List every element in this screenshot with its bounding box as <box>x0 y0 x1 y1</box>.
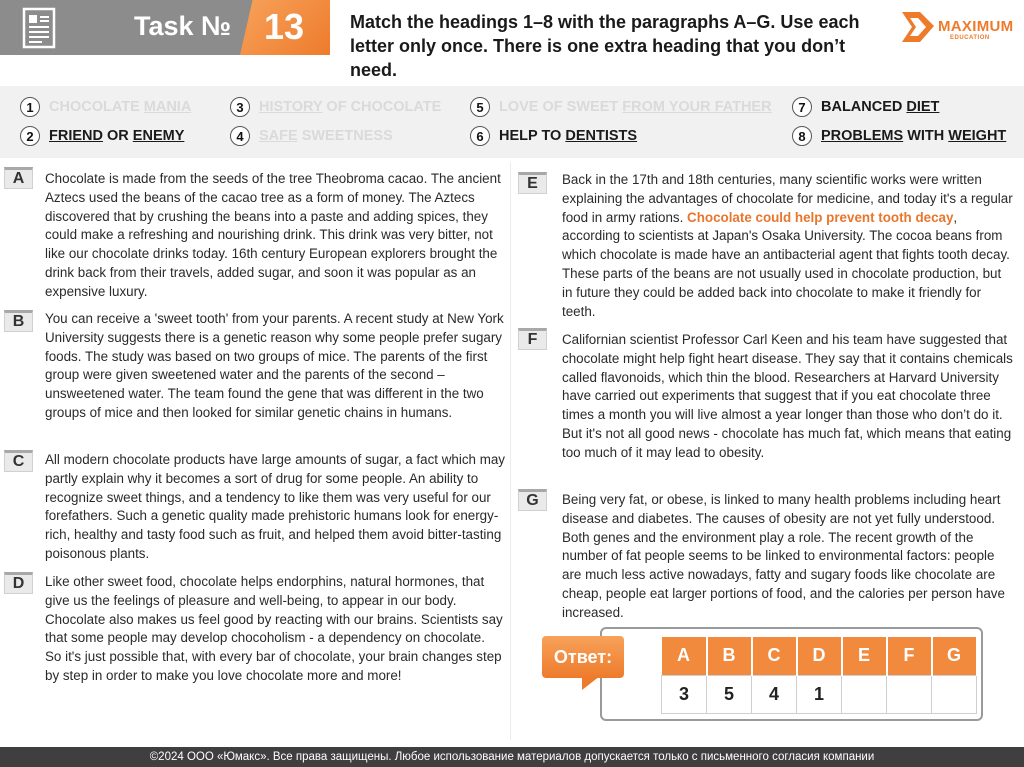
column-divider <box>510 162 511 740</box>
answer-letter-d: D <box>797 637 842 675</box>
heading-text <box>259 128 393 144</box>
heading-1 <box>20 95 191 119</box>
heading-text <box>499 128 637 144</box>
heading-number-badge: 5 <box>470 97 490 117</box>
paragraph-b: You can receive a 'sweet tooth' from your parents. A recent study at New York University suggests there is a genetic reason why some people prefer sugary foods. The study was based on two groups of mice. The parents of the first group were given sweetened water and the parents of the second – unsweetened water. The team found the gene that was different in the two groups of mice and then looked for similar genetic chains in humans. <box>45 311 504 420</box>
paragraph-e-text-before: Back in the 17th and 18th centuries, many scientific works were written explaining the advantages of chocolate for medicine, and today it's a regular food in army rations. <box>562 172 1013 225</box>
heading-word: OR <box>102 128 133 144</box>
logo-subtext: EDUCATION <box>950 35 990 41</box>
heading-keyword: PROBLEMS <box>821 128 904 144</box>
heading-keyword: FROM YOUR FATHER <box>622 99 772 115</box>
task-instruction: Match the headings 1–8 with the paragraphs A–G. Use each letter only once. There is one extra heading that you don’t need. <box>350 12 860 80</box>
heading-text <box>821 128 1006 144</box>
heading-word: BALANCED <box>821 99 907 115</box>
paragraph-e <box>562 171 1014 321</box>
footer-copyright: ©2024 ООО «Юмакс». Все права защищены. Любое использование материалов допускается только с письменного согласия компании <box>0 747 1024 767</box>
answer-table <box>661 637 978 714</box>
paragraph-letter-b: B <box>4 310 33 332</box>
heading-word: SWEETNESS <box>297 128 393 144</box>
answer-letter-f: F <box>887 637 932 675</box>
answer-value-g[interactable] <box>932 675 977 713</box>
paragraph-a: Chocolate is made from the seeds of the tree Theobroma cacao. The ancient Aztecs used the beans of the cacao tree as a form of money. The Aztecs discovered that by crushing the beans into a paste and adding spices, they could make a refreshing and nourishing drink. This drink was very bitter, not like our chocolate drinks today. 16th century European explorers brought the drink back from their travels, added sugar, and soon it was popular as an expensive luxury. <box>45 171 501 299</box>
heading-word: LOVE OF SWEET <box>499 99 623 115</box>
heading-number-badge: 1 <box>20 97 40 117</box>
paragraph-d: Like other sweet food, chocolate helps endorphins, natural hormones, that give us the feelings of pleasure and well-being, to appear in our body. Chocolate also makes us feel good by reacting with our brains. Scientists say that some people may develop chocoholism - a dependency on chocolate. So it's just possible that, with every bar of chocolate, your brain changes step by step in order to make you love chocolate more and more! <box>45 574 503 683</box>
paragraph-letter-c: C <box>4 450 33 472</box>
document-icon <box>18 6 62 50</box>
logo-text: MAXIMUM <box>938 18 1014 35</box>
answer-value-c[interactable]: 4 <box>752 675 797 713</box>
heading-keyword: FRIEND <box>49 128 103 144</box>
answer-letter-c: C <box>752 637 797 675</box>
answer-value-e[interactable] <box>842 675 887 713</box>
paragraph-letter-d: D <box>4 572 33 594</box>
heading-text <box>259 99 441 115</box>
paragraph-e-text-after: , according to scientists at Japan's Osaka University. The cocoa beans from which chocolate is made have an antibacterial agent that fights tooth decay. These parts of the beans are not usually used in chocolate production, but in future they could be added back into chocolate to make it friendly for teeth. <box>562 209 1010 319</box>
paragraph-e-highlight: Chocolate could help prevent tooth decay <box>687 209 954 225</box>
heading-number-badge: 3 <box>230 97 250 117</box>
heading-word: CHOCOLATE <box>49 99 144 115</box>
heading-5 <box>470 95 772 119</box>
answer-value-f[interactable] <box>887 675 932 713</box>
paragraph-letter-f: F <box>518 328 547 350</box>
answer-label-tail <box>582 676 600 690</box>
heading-text <box>499 99 772 115</box>
answer-letter-b: B <box>707 637 752 675</box>
heading-text <box>49 128 184 144</box>
answer-label: Ответ: <box>542 636 624 678</box>
heading-7 <box>792 95 939 119</box>
heading-8 <box>792 124 1006 148</box>
task-number: 13 <box>264 6 305 47</box>
paragraph-f: Californian scientist Professor Carl Keen and his team have suggested that chocolate might help fight heart disease. They say that it contains chemicals called flavonoids, which thin the blood. Researchers at Harvard University have carried out experiments that suggest that if you eat chocolate three times a month you will live almost a year longer than those who don’t do it. But it's not all good news - chocolate has much fat, which means that eating too much of it may lead to obesity. <box>562 332 1013 460</box>
paragraph-g: Being very fat, or obese, is linked to many health problems including heart disease and diabetes. The causes of obesity are not yet fully understood. Both genes and the environment play a role. The recent growth of the number of fat people seems to be linked to environmental factors: people are much less active nowadays, fatty and sugary foods like chocolate are cheap, people eat larger portions of food, and the calories per person have increased. <box>562 492 1005 620</box>
answer-value-d[interactable]: 1 <box>797 675 842 713</box>
paragraph-letter-a: A <box>4 167 33 189</box>
paragraph-letter-e: E <box>518 172 547 194</box>
heading-text <box>821 99 939 115</box>
heading-keyword: HISTORY <box>259 99 323 115</box>
heading-keyword: MANIA <box>143 99 192 115</box>
heading-keyword: SAFE <box>259 128 298 144</box>
maximum-logo <box>898 8 1018 46</box>
paragraph-c: All modern chocolate products have large amounts of sugar, a fact which may partly explain why it becomes a sort of drug for some people. An ability to recognize sweet things, and a tendency to like them was very useful for our forefathers. Such a genetic quality made prehistoric humans look for energy-rich, healthy and tasty food such as fruit, and helped them avoid bitter-tasting poisonous plants. <box>45 452 505 561</box>
heading-word: OF CHOCOLATE <box>322 99 442 115</box>
heading-number-badge: 6 <box>470 126 490 146</box>
paragraph-letter-g: G <box>518 489 547 511</box>
answer-letter-g: G <box>932 637 977 675</box>
heading-number-badge: 7 <box>792 97 812 117</box>
answer-values-row <box>662 675 977 713</box>
headings-panel <box>0 86 1024 158</box>
heading-2 <box>20 124 184 148</box>
answer-letter-e: E <box>842 637 887 675</box>
heading-number-badge: 4 <box>230 126 250 146</box>
heading-keyword: DENTISTS <box>565 128 638 144</box>
heading-word: WITH <box>903 128 949 144</box>
heading-4 <box>230 124 393 148</box>
heading-6 <box>470 124 637 148</box>
answer-value-b[interactable]: 5 <box>707 675 752 713</box>
answer-letter-a: A <box>662 637 707 675</box>
answer-letters-row <box>662 637 977 675</box>
heading-number-badge: 8 <box>792 126 812 146</box>
task-label: Task № <box>134 11 232 41</box>
heading-keyword: ENEMY <box>132 128 185 144</box>
maximum-logo-icon <box>898 8 938 46</box>
heading-text <box>49 99 191 115</box>
heading-keyword: DIET <box>906 99 940 115</box>
heading-number-badge: 2 <box>20 126 40 146</box>
heading-word: HELP TO <box>499 128 566 144</box>
heading-keyword: WEIGHT <box>948 128 1007 144</box>
answer-value-a[interactable]: 3 <box>662 675 707 713</box>
header <box>0 0 1024 80</box>
heading-3 <box>230 95 441 119</box>
